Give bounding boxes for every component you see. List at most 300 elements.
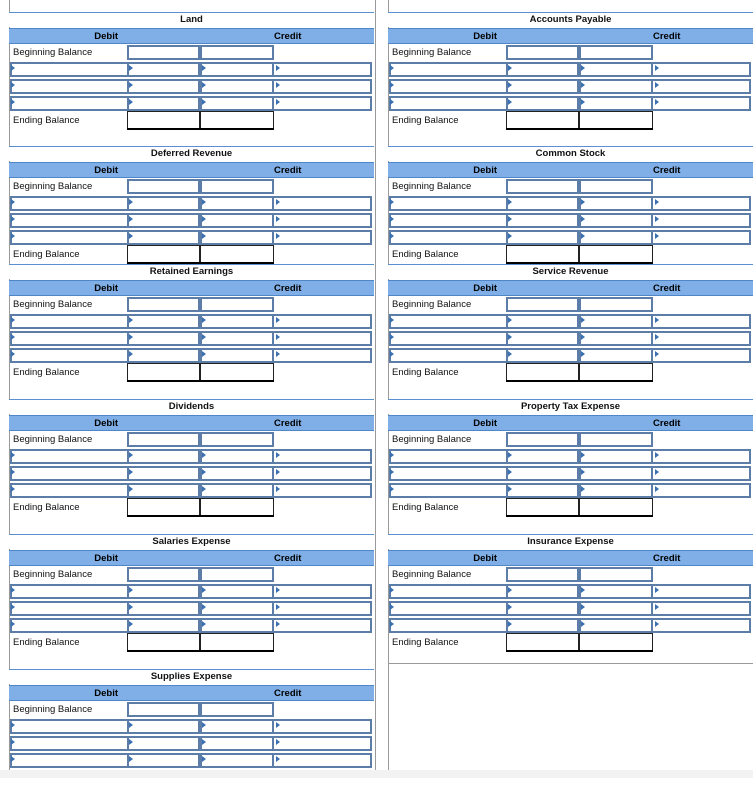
beginning-balance-label: Beginning Balance	[392, 181, 472, 192]
dropdown-marker-icon	[508, 82, 512, 88]
dropdown-marker-icon	[655, 82, 659, 88]
account-title-bar	[9, 399, 374, 414]
row-tail	[274, 449, 372, 464]
transaction-debit-input[interactable]	[506, 483, 579, 498]
transaction-debit-input[interactable]	[127, 584, 200, 599]
credit-header: Credit	[653, 283, 681, 294]
ending-debit-input[interactable]	[127, 498, 200, 516]
transaction-description-select[interactable]	[10, 96, 127, 111]
account-title: Land	[180, 14, 203, 25]
transaction-description-select[interactable]	[389, 62, 506, 77]
transaction-debit-input[interactable]	[506, 314, 579, 329]
dropdown-marker-icon	[276, 334, 280, 340]
account-title: Supplies Expense	[150, 671, 233, 682]
dropdown-marker-icon	[129, 739, 133, 745]
transaction-debit-input[interactable]	[127, 314, 200, 329]
ending-debit-input[interactable]	[127, 363, 200, 381]
credit-header: Credit	[274, 165, 302, 176]
t-account-insurance-expense	[388, 534, 753, 659]
transaction-debit-input[interactable]	[127, 331, 200, 346]
transaction-row	[389, 483, 751, 498]
beginning-debit-input[interactable]	[506, 297, 579, 312]
ending-credit-input[interactable]	[579, 498, 653, 516]
column-header-bar	[9, 685, 374, 701]
account-title-bar	[388, 12, 753, 27]
dropdown-marker-icon	[390, 199, 394, 205]
beginning-balance-label: Beginning Balance	[13, 569, 93, 580]
ending-debit-input[interactable]	[506, 633, 579, 651]
transaction-credit-input[interactable]	[200, 719, 274, 734]
beginning-credit-input[interactable]	[200, 45, 274, 60]
transaction-credit-input[interactable]	[579, 483, 653, 498]
dropdown-marker-icon	[11, 334, 15, 340]
transaction-row	[389, 62, 751, 77]
dropdown-marker-icon	[202, 587, 206, 593]
dropdown-marker-icon	[11, 233, 15, 239]
transaction-credit-input[interactable]	[200, 79, 274, 94]
debit-header: Debit	[94, 283, 118, 294]
dropdown-marker-icon	[11, 351, 15, 357]
beginning-debit-input[interactable]	[127, 702, 200, 717]
transaction-description-select[interactable]	[389, 331, 506, 346]
dropdown-marker-icon	[129, 317, 133, 323]
debit-header: Debit	[473, 283, 497, 294]
transaction-row	[10, 719, 372, 734]
t-account-property-tax-expense	[388, 399, 753, 524]
row-tail	[274, 466, 372, 481]
dropdown-marker-icon	[202, 99, 206, 105]
ending-credit-input[interactable]	[579, 633, 653, 651]
dropdown-marker-icon	[276, 351, 280, 357]
dropdown-marker-icon	[581, 621, 585, 627]
transaction-description-select[interactable]	[389, 79, 506, 94]
dropdown-marker-icon	[202, 82, 206, 88]
transaction-credit-input[interactable]	[200, 753, 274, 768]
transaction-description-select[interactable]	[389, 213, 506, 228]
footer-strip	[0, 770, 753, 778]
row-tail	[653, 213, 751, 228]
row-tail	[653, 449, 751, 464]
column-header-bar	[388, 280, 753, 296]
t-account-dividends	[9, 399, 374, 524]
transaction-description-select[interactable]	[389, 584, 506, 599]
dropdown-marker-icon	[390, 469, 394, 475]
dropdown-marker-icon	[508, 334, 512, 340]
dropdown-marker-icon	[508, 216, 512, 222]
dropdown-marker-icon	[11, 722, 15, 728]
beginning-debit-input[interactable]	[506, 45, 579, 60]
debit-header: Debit	[94, 31, 118, 42]
beginning-credit-input[interactable]	[200, 297, 274, 312]
dropdown-marker-icon	[129, 99, 133, 105]
dropdown-marker-icon	[276, 233, 280, 239]
credit-header: Credit	[274, 553, 302, 564]
transaction-credit-input[interactable]	[200, 449, 274, 464]
transaction-credit-input[interactable]	[200, 96, 274, 111]
transaction-debit-input[interactable]	[127, 466, 200, 481]
ending-credit-input[interactable]	[200, 111, 274, 129]
transaction-debit-input[interactable]	[127, 736, 200, 751]
transaction-credit-input[interactable]	[200, 348, 274, 363]
transaction-credit-input[interactable]	[579, 601, 653, 616]
transaction-credit-input[interactable]	[200, 314, 274, 329]
transaction-debit-input[interactable]	[127, 79, 200, 94]
beginning-credit-input[interactable]	[200, 179, 274, 194]
dropdown-marker-icon	[129, 621, 133, 627]
dropdown-marker-icon	[276, 486, 280, 492]
row-tail	[653, 601, 751, 616]
beginning-balance-label: Beginning Balance	[13, 47, 93, 58]
transaction-credit-input[interactable]	[200, 230, 274, 245]
transaction-credit-input[interactable]	[579, 230, 653, 245]
column-header-bar	[388, 162, 753, 178]
transaction-credit-input[interactable]	[579, 196, 653, 211]
transaction-credit-input[interactable]	[579, 449, 653, 464]
transaction-credit-input[interactable]	[200, 466, 274, 481]
dropdown-marker-icon	[276, 99, 280, 105]
row-tail	[274, 348, 372, 363]
transaction-debit-input[interactable]	[127, 230, 200, 245]
transaction-description-select[interactable]	[389, 348, 506, 363]
transaction-debit-input[interactable]	[506, 96, 579, 111]
ending-debit-input[interactable]	[506, 363, 579, 381]
transaction-row	[10, 213, 372, 228]
ending-credit-input[interactable]	[200, 363, 274, 381]
credit-header: Credit	[653, 165, 681, 176]
beginning-debit-input[interactable]	[506, 432, 579, 447]
dropdown-marker-icon	[202, 216, 206, 222]
dropdown-marker-icon	[581, 334, 585, 340]
row-tail	[274, 314, 372, 329]
ending-credit-input[interactable]	[579, 245, 653, 263]
ending-debit-input[interactable]	[127, 633, 200, 651]
debit-header: Debit	[94, 688, 118, 699]
transaction-debit-input[interactable]	[506, 230, 579, 245]
ending-debit-input[interactable]	[127, 111, 200, 129]
transaction-description-select[interactable]	[10, 483, 127, 498]
beginning-credit-input[interactable]	[579, 567, 653, 582]
transaction-credit-input[interactable]	[579, 618, 653, 633]
column-header-bar	[388, 550, 753, 566]
transaction-debit-input[interactable]	[127, 601, 200, 616]
ending-debit-input[interactable]	[127, 245, 200, 263]
dropdown-marker-icon	[129, 216, 133, 222]
dropdown-marker-icon	[129, 82, 133, 88]
dropdown-marker-icon	[129, 486, 133, 492]
transaction-row	[389, 230, 751, 245]
transaction-debit-input[interactable]	[127, 449, 200, 464]
dropdown-marker-icon	[11, 469, 15, 475]
beginning-credit-input[interactable]	[200, 432, 274, 447]
transaction-debit-input[interactable]	[506, 331, 579, 346]
beginning-balance-label: Beginning Balance	[392, 434, 472, 445]
transaction-debit-input[interactable]	[506, 196, 579, 211]
dropdown-marker-icon	[581, 199, 585, 205]
dropdown-marker-icon	[655, 351, 659, 357]
transaction-debit-input[interactable]	[506, 584, 579, 599]
row-tail	[274, 331, 372, 346]
transaction-credit-input[interactable]	[579, 213, 653, 228]
beginning-credit-input[interactable]	[579, 297, 653, 312]
row-tail	[653, 618, 751, 633]
dropdown-marker-icon	[11, 486, 15, 492]
transaction-row	[10, 230, 372, 245]
transaction-description-select[interactable]	[10, 213, 127, 228]
dropdown-marker-icon	[655, 233, 659, 239]
transaction-debit-input[interactable]	[127, 62, 200, 77]
ending-balance-label: Ending Balance	[13, 249, 80, 260]
transaction-credit-input[interactable]	[579, 62, 653, 77]
transaction-row	[389, 213, 751, 228]
transaction-credit-input[interactable]	[200, 213, 274, 228]
transaction-credit-input[interactable]	[200, 62, 274, 77]
dropdown-marker-icon	[276, 216, 280, 222]
transaction-debit-input[interactable]	[127, 96, 200, 111]
dropdown-marker-icon	[276, 756, 280, 762]
dropdown-marker-icon	[276, 722, 280, 728]
beginning-debit-input[interactable]	[127, 45, 200, 60]
account-title-bar	[9, 534, 374, 549]
beginning-debit-input[interactable]	[127, 567, 200, 582]
transaction-debit-input[interactable]	[127, 753, 200, 768]
column-header-bar	[388, 415, 753, 431]
row-tail	[274, 601, 372, 616]
dropdown-marker-icon	[11, 65, 15, 71]
transaction-credit-input[interactable]	[200, 601, 274, 616]
transaction-description-select[interactable]	[10, 466, 127, 481]
transaction-description-select[interactable]	[10, 196, 127, 211]
transaction-credit-input[interactable]	[200, 736, 274, 751]
ending-underline	[127, 650, 274, 652]
beginning-credit-input[interactable]	[579, 179, 653, 194]
transaction-credit-input[interactable]	[200, 196, 274, 211]
row-tail	[274, 96, 372, 111]
transaction-description-select[interactable]	[389, 314, 506, 329]
transaction-description-select[interactable]	[10, 230, 127, 245]
transaction-debit-input[interactable]	[506, 601, 579, 616]
ending-credit-input[interactable]	[200, 245, 274, 263]
t-account-retained-earnings	[9, 264, 374, 389]
dropdown-marker-icon	[581, 351, 585, 357]
transaction-debit-input[interactable]	[506, 466, 579, 481]
dropdown-marker-icon	[129, 722, 133, 728]
ending-credit-input[interactable]	[579, 111, 653, 129]
transaction-debit-input[interactable]	[506, 213, 579, 228]
account-title-bar	[388, 399, 753, 414]
row-tail	[653, 466, 751, 481]
dropdown-marker-icon	[655, 317, 659, 323]
transaction-credit-input[interactable]	[200, 483, 274, 498]
dropdown-marker-icon	[508, 621, 512, 627]
row-tail	[274, 62, 372, 77]
transaction-debit-input[interactable]	[506, 449, 579, 464]
beginning-debit-input[interactable]	[506, 567, 579, 582]
transaction-description-select[interactable]	[10, 584, 127, 599]
transaction-credit-input[interactable]	[579, 79, 653, 94]
dropdown-marker-icon	[276, 452, 280, 458]
dropdown-marker-icon	[581, 587, 585, 593]
row-tail	[274, 584, 372, 599]
credit-header: Credit	[653, 418, 681, 429]
account-title-bar	[9, 264, 374, 279]
dropdown-marker-icon	[390, 233, 394, 239]
transaction-credit-input[interactable]	[579, 331, 653, 346]
transaction-debit-input[interactable]	[506, 79, 579, 94]
ending-debit-input[interactable]	[506, 111, 579, 129]
dropdown-marker-icon	[581, 317, 585, 323]
beginning-credit-input[interactable]	[200, 702, 274, 717]
column-header-bar	[9, 415, 374, 431]
transaction-description-select[interactable]	[389, 601, 506, 616]
transaction-description-select[interactable]	[10, 719, 127, 734]
ending-underline	[506, 650, 653, 652]
dropdown-marker-icon	[390, 587, 394, 593]
transaction-description-select[interactable]	[389, 483, 506, 498]
column-header-bar	[9, 162, 374, 178]
transaction-debit-input[interactable]	[127, 348, 200, 363]
beginning-debit-input[interactable]	[127, 432, 200, 447]
credit-header: Credit	[274, 31, 302, 42]
ending-underline	[127, 515, 274, 517]
beginning-debit-input[interactable]	[127, 179, 200, 194]
dropdown-marker-icon	[11, 604, 15, 610]
transaction-row	[10, 449, 372, 464]
dropdown-marker-icon	[508, 99, 512, 105]
transaction-debit-input[interactable]	[127, 196, 200, 211]
transaction-credit-input[interactable]	[579, 96, 653, 111]
beginning-debit-input[interactable]	[127, 297, 200, 312]
dropdown-marker-icon	[508, 469, 512, 475]
transaction-description-select[interactable]	[10, 601, 127, 616]
dropdown-marker-icon	[202, 334, 206, 340]
transaction-row	[389, 96, 751, 111]
transaction-debit-input[interactable]	[127, 719, 200, 734]
dropdown-marker-icon	[11, 452, 15, 458]
beginning-credit-input[interactable]	[200, 567, 274, 582]
transaction-row	[10, 584, 372, 599]
dropdown-marker-icon	[508, 587, 512, 593]
credit-header: Credit	[653, 31, 681, 42]
transaction-debit-input[interactable]	[506, 618, 579, 633]
row-tail	[274, 618, 372, 633]
dropdown-marker-icon	[202, 604, 206, 610]
ending-credit-input[interactable]	[579, 363, 653, 381]
dropdown-marker-icon	[655, 486, 659, 492]
dropdown-marker-icon	[581, 452, 585, 458]
transaction-row	[10, 314, 372, 329]
row-tail	[653, 331, 751, 346]
transaction-credit-input[interactable]	[579, 348, 653, 363]
beginning-credit-input[interactable]	[579, 432, 653, 447]
ending-underline	[127, 380, 274, 382]
transaction-credit-input[interactable]	[579, 314, 653, 329]
transaction-row	[10, 753, 372, 768]
transaction-row	[10, 348, 372, 363]
transaction-description-select[interactable]	[389, 466, 506, 481]
dropdown-marker-icon	[655, 604, 659, 610]
credit-header: Credit	[274, 283, 302, 294]
dropdown-marker-icon	[11, 317, 15, 323]
dropdown-marker-icon	[581, 486, 585, 492]
ending-credit-input[interactable]	[200, 633, 274, 651]
transaction-credit-input[interactable]	[200, 584, 274, 599]
dropdown-marker-icon	[202, 756, 206, 762]
transaction-credit-input[interactable]	[200, 618, 274, 633]
account-title-bar	[9, 669, 374, 684]
dropdown-marker-icon	[11, 82, 15, 88]
transaction-description-select[interactable]	[389, 230, 506, 245]
row-tail	[274, 213, 372, 228]
dropdown-marker-icon	[11, 756, 15, 762]
transaction-row	[10, 736, 372, 751]
beginning-debit-input[interactable]	[506, 179, 579, 194]
ending-debit-input[interactable]	[506, 245, 579, 263]
transaction-debit-input[interactable]	[506, 62, 579, 77]
transaction-description-select[interactable]	[10, 753, 127, 768]
ending-credit-input[interactable]	[200, 498, 274, 516]
transaction-description-select[interactable]	[10, 618, 127, 633]
row-tail	[274, 719, 372, 734]
transaction-credit-input[interactable]	[579, 584, 653, 599]
row-tail	[653, 96, 751, 111]
dropdown-marker-icon	[581, 233, 585, 239]
transaction-description-select[interactable]	[10, 331, 127, 346]
transaction-row	[389, 618, 751, 633]
transaction-debit-input[interactable]	[127, 618, 200, 633]
beginning-balance-label: Beginning Balance	[13, 704, 93, 715]
transaction-description-select[interactable]	[10, 314, 127, 329]
transaction-description-select[interactable]	[10, 736, 127, 751]
transaction-row	[10, 483, 372, 498]
dropdown-marker-icon	[508, 199, 512, 205]
transaction-row	[389, 466, 751, 481]
dropdown-marker-icon	[581, 469, 585, 475]
credit-header: Credit	[274, 688, 302, 699]
ending-debit-input[interactable]	[506, 498, 579, 516]
row-tail	[653, 483, 751, 498]
ending-underline	[506, 380, 653, 382]
transaction-credit-input[interactable]	[579, 466, 653, 481]
transaction-debit-input[interactable]	[506, 348, 579, 363]
transaction-description-select[interactable]	[10, 449, 127, 464]
dropdown-marker-icon	[508, 452, 512, 458]
beginning-credit-input[interactable]	[579, 45, 653, 60]
t-account-deferred-revenue	[9, 146, 374, 271]
transaction-description-select[interactable]	[389, 196, 506, 211]
transaction-description-select[interactable]	[389, 96, 506, 111]
transaction-description-select[interactable]	[10, 62, 127, 77]
account-title: Salaries Expense	[152, 536, 231, 547]
transaction-debit-input[interactable]	[127, 483, 200, 498]
dropdown-marker-icon	[581, 82, 585, 88]
dropdown-marker-icon	[129, 334, 133, 340]
dropdown-marker-icon	[11, 739, 15, 745]
dropdown-marker-icon	[129, 469, 133, 475]
dropdown-marker-icon	[129, 233, 133, 239]
dropdown-marker-icon	[202, 317, 206, 323]
transaction-description-select[interactable]	[10, 79, 127, 94]
dropdown-marker-icon	[390, 604, 394, 610]
transaction-description-select[interactable]	[10, 348, 127, 363]
transaction-description-select[interactable]	[389, 618, 506, 633]
transaction-description-select[interactable]	[389, 449, 506, 464]
transaction-debit-input[interactable]	[127, 213, 200, 228]
dropdown-marker-icon	[390, 334, 394, 340]
transaction-credit-input[interactable]	[200, 331, 274, 346]
dropdown-marker-icon	[276, 82, 280, 88]
dropdown-marker-icon	[390, 82, 394, 88]
t-account-accounts-payable	[388, 12, 753, 137]
